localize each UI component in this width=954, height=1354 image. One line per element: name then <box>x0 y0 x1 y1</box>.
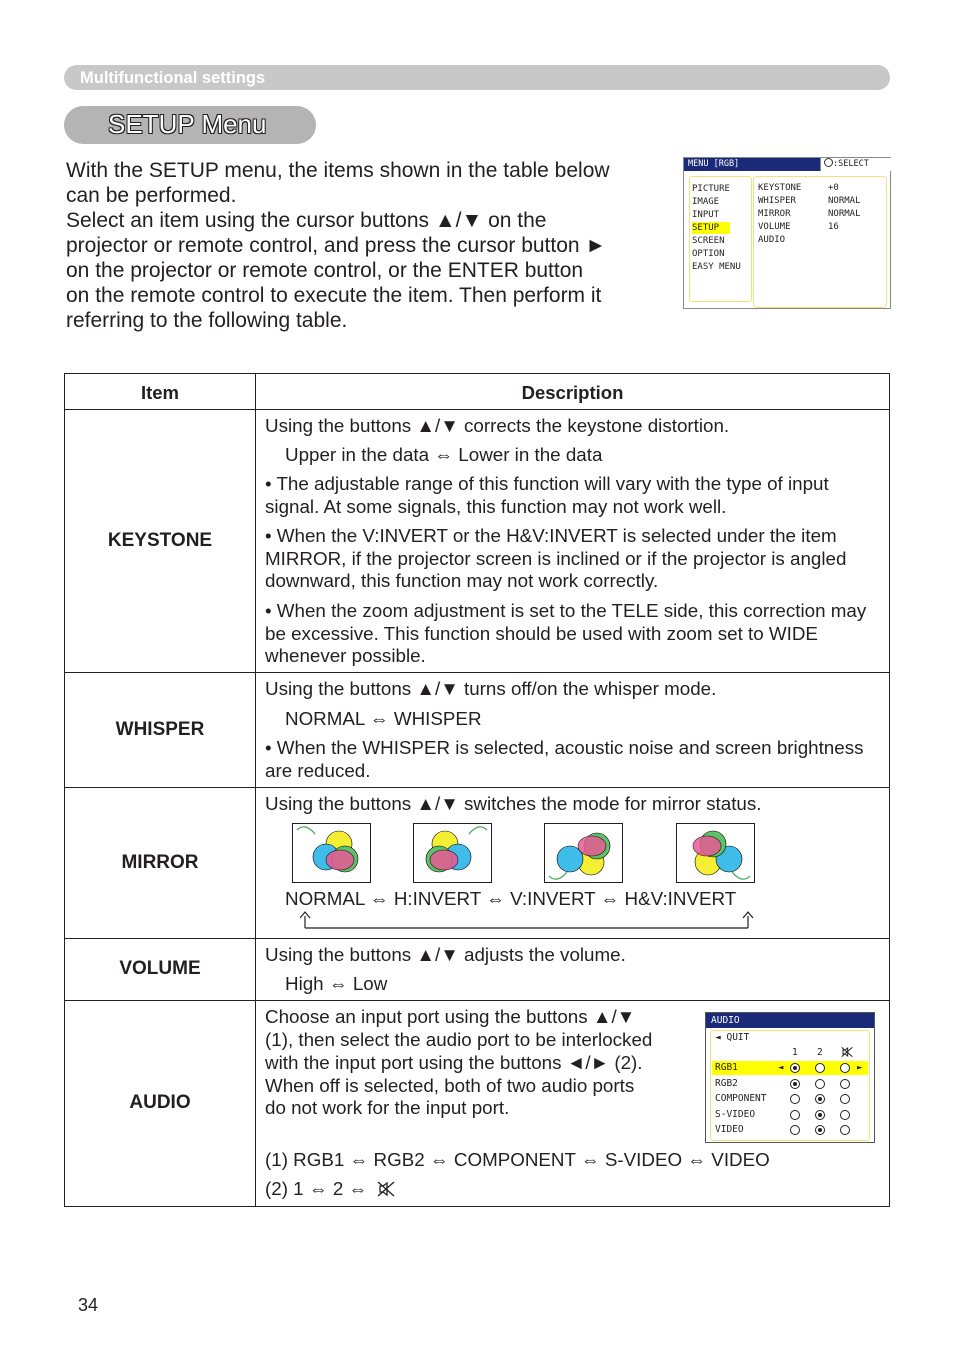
radio-icon <box>790 1125 800 1135</box>
mute-speaker-icon <box>841 1046 853 1060</box>
radio-icon <box>840 1125 850 1135</box>
item-audio: AUDIO <box>129 1092 191 1113</box>
section-header-bar <box>64 65 890 90</box>
radio-icon <box>840 1063 850 1073</box>
item-mirror: MIRROR <box>121 852 199 873</box>
osd-setting-name: VOLUME <box>758 222 791 232</box>
osd-header <box>684 158 890 171</box>
osd-setting-name: KEYSTONE <box>758 183 802 193</box>
page-title: SETUP Menu <box>108 109 267 139</box>
whisper-line1: Using the buttons ▲/▼ turns off/on the whisper mode. <box>265 678 717 699</box>
audio-text-line: do not work for the input port. <box>265 1097 510 1118</box>
whisper-line2: NORMAL ⇔ WHISPER <box>285 708 482 729</box>
keystone-bullet2: • When the V:INVERT or the H&V:INVERT is selected under the item MIRROR, if the projector screen is inclined or if the projector is angled downward, this function may not work correctly. <box>265 525 847 591</box>
intro-line: on the remote control to execute the item. Then perform it <box>66 284 602 307</box>
mirror-hv-invert-image <box>676 823 755 883</box>
page-number: 34 <box>78 1295 99 1315</box>
mirror-hv-invert-illustration <box>677 824 754 882</box>
mirror-v-invert-illustration <box>545 824 622 882</box>
osd-menu-item: PICTURE <box>692 184 730 194</box>
radio-selected-icon <box>790 1063 800 1073</box>
osd-menu-item: INPUT <box>692 210 720 220</box>
intro-paragraph <box>66 158 676 333</box>
mute-speaker-icon <box>377 1180 395 1198</box>
osd-menu-item: EASY MENU <box>692 262 741 272</box>
row-divider <box>65 1000 889 1001</box>
left-arrow-icon: ◄ <box>715 1032 721 1043</box>
mirror-h-invert-illustration <box>414 824 491 882</box>
osd-menu-list <box>689 176 752 302</box>
keystone-line2: Upper in the data ⇔ Lower in the data <box>285 444 603 465</box>
right-arrow-icon: ► <box>857 1063 863 1073</box>
radio-selected-icon <box>790 1079 800 1089</box>
radio-selected-icon <box>815 1125 825 1135</box>
header-item: Item <box>140 382 180 403</box>
audio-osd-screenshot <box>705 1012 875 1143</box>
radio-icon <box>815 1079 825 1089</box>
audio-row-name: RGB1 <box>715 1062 738 1073</box>
mirror-h-invert-image <box>413 823 492 883</box>
mirror-line1: Using the buttons ▲/▼ switches the mode for mirror status. <box>265 793 762 814</box>
audio-list2 <box>265 1178 885 1201</box>
osd-menu-item: IMAGE <box>692 197 720 207</box>
audio-list1: (1) RGB1 ⇔ RGB2 ⇔ COMPONENT ⇔ S-VIDEO ⇔ VIDEO <box>265 1149 770 1170</box>
row-divider <box>65 787 889 788</box>
keystone-line1: Using the buttons ▲/▼ corrects the keystone distortion. <box>265 415 730 436</box>
whisper-bullet1: • When the WHISPER is selected, acoustic noise and screen brightness are reduced. <box>265 737 864 781</box>
osd-select-hint <box>820 158 892 171</box>
item-volume: VOLUME <box>119 958 201 979</box>
volume-line1: Using the buttons ▲/▼ adjusts the volume. <box>265 944 626 965</box>
radio-icon <box>815 1063 825 1073</box>
osd-select-label: :SELECT <box>833 159 869 169</box>
radio-icon <box>790 1110 800 1120</box>
row-divider <box>65 409 889 410</box>
radio-selected-icon <box>815 1094 825 1104</box>
mirror-line2: NORMAL ⇔ H:INVERT ⇔ V:INVERT ⇔ H&V:INVERT <box>285 888 737 909</box>
audio-osd-title: AUDIO <box>706 1013 874 1028</box>
audio-text-line: Choose an input port using the buttons ▲/▼ <box>265 1006 636 1027</box>
osd-setting-value: 16 <box>828 222 839 232</box>
row-divider <box>65 938 889 939</box>
radio-icon <box>840 1110 850 1120</box>
osd-menu-item-selected: SETUP <box>692 222 730 234</box>
mirror-normal-image <box>292 823 371 883</box>
row-divider <box>65 672 889 673</box>
osd-settings-panel <box>753 176 887 308</box>
page-title-pill <box>64 106 316 144</box>
audio-col2-label: 2 <box>817 1047 823 1058</box>
audio-list2-text: (2) 1 ⇔ 2 ⇔ <box>265 1178 368 1199</box>
intro-line: referring to the following table. <box>66 309 348 332</box>
osd-menu-screenshot <box>683 157 891 309</box>
osd-setting-value: NORMAL <box>828 196 861 206</box>
audio-row-name: RGB2 <box>715 1077 738 1089</box>
column-divider <box>255 374 256 1206</box>
intro-line: Select an item using the cursor buttons ▲/▼ on the <box>66 209 547 232</box>
intro-line: projector or remote control, and press the cursor button ► <box>66 234 607 257</box>
keystone-bullet3: • When the zoom adjustment is set to the TELE side, this correction may be excessive. This function should be used with zoom set to WIDE whenever possible. <box>265 600 867 666</box>
radio-icon <box>790 1094 800 1104</box>
osd-menu-item: OPTION <box>692 249 725 259</box>
osd-setting-value: +0 <box>828 183 839 193</box>
audio-col1-label: 1 <box>792 1047 798 1058</box>
osd-setting-name: WHISPER <box>758 196 796 206</box>
intro-line: can be performed. <box>66 184 237 207</box>
osd-menu-item: SCREEN <box>692 236 725 246</box>
keystone-bullet1: • The adjustable range of this function will vary with the type of input signal. At some signals, this function may not work well. <box>265 473 829 517</box>
radio-icon <box>840 1094 850 1104</box>
audio-quit-label: QUIT <box>726 1032 750 1043</box>
radio-icon <box>840 1079 850 1089</box>
left-arrow-icon: ◄ <box>778 1063 784 1073</box>
audio-row-name: COMPONENT <box>715 1093 767 1104</box>
item-whisper: WHISPER <box>115 719 205 740</box>
osd-setting-value: NORMAL <box>828 209 861 219</box>
osd-setting-name: MIRROR <box>758 209 791 219</box>
radio-selected-icon <box>815 1110 825 1120</box>
audio-osd-quit <box>715 1031 749 1045</box>
header-description: Description <box>521 382 624 403</box>
item-keystone: KEYSTONE <box>107 530 213 551</box>
audio-row-name: S-VIDEO <box>715 1108 756 1120</box>
osd-title: MENU [RGB] <box>688 159 740 169</box>
mirror-normal-illustration <box>293 824 370 882</box>
intro-line: on the projector or remote control, or the ENTER button <box>66 259 584 282</box>
intro-line: With the SETUP menu, the items shown in the table below <box>66 159 610 182</box>
section-title: Multifunctional settings <box>80 69 266 87</box>
mirror-v-invert-image <box>544 823 623 883</box>
audio-text-line: (1), then select the audio port to be interlocked <box>265 1029 653 1050</box>
volume-line2: High ⇔ Low <box>285 973 388 994</box>
select-icon <box>824 158 833 167</box>
cycle-return-arrow-icon <box>300 910 760 934</box>
audio-row-name: VIDEO <box>715 1124 744 1135</box>
osd-setting-name: AUDIO <box>758 235 786 245</box>
audio-text-line: When off is selected, both of two audio ports <box>265 1075 635 1096</box>
audio-text-line: with the input port using the buttons ◄/► (2). <box>265 1052 643 1073</box>
